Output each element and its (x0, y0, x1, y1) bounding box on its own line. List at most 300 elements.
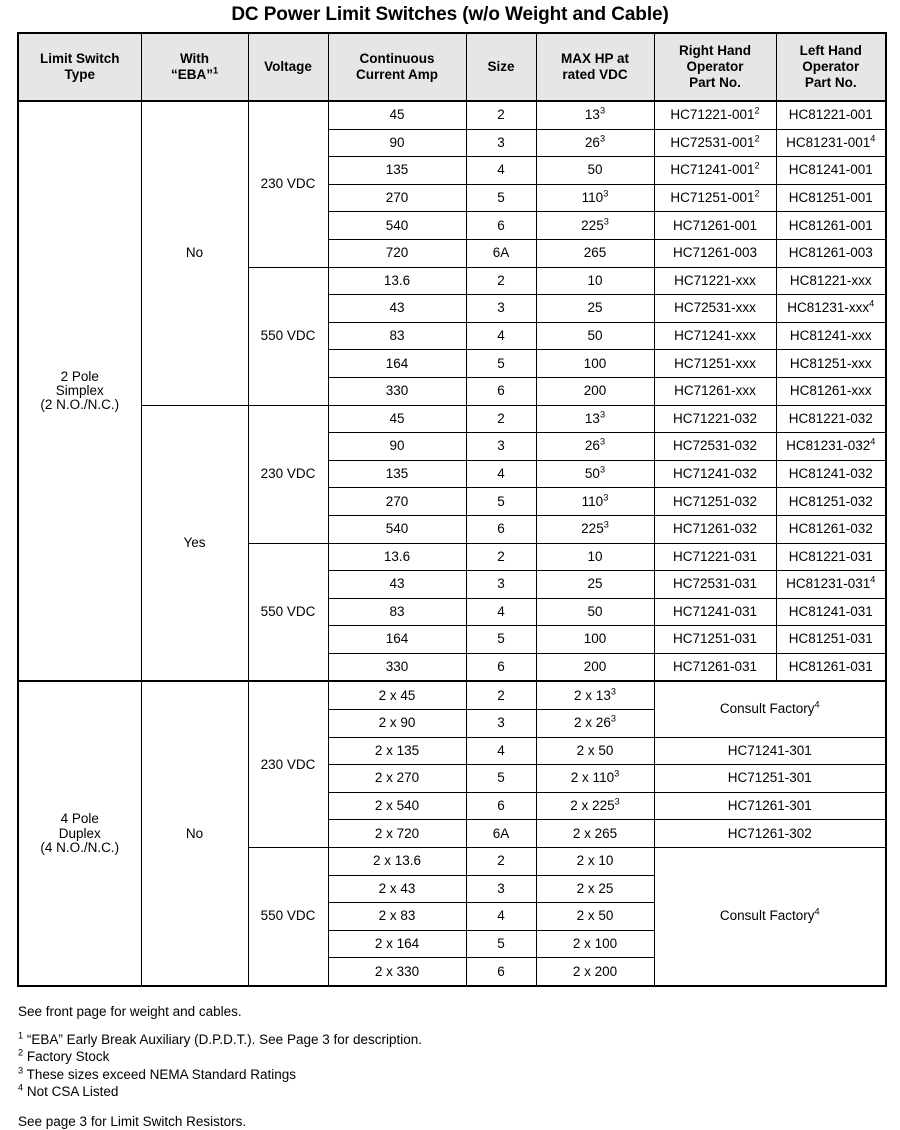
cell-max-hp-superscript: 3 (599, 436, 606, 447)
cell-size-text: 3 (497, 300, 505, 316)
cell-operator-part-no (654, 737, 886, 765)
footnote-4 (18, 1082, 900, 1099)
cell-left-hand-part-no (776, 101, 886, 129)
cell-size-text: 4 (497, 742, 505, 758)
cell-right-hand-part-no (654, 377, 776, 405)
cell-right-hand-part-no (654, 653, 776, 681)
cell-max-hp-text: 26 (584, 134, 600, 150)
cell-max-hp (536, 460, 654, 488)
cell-right-hand-part-no (654, 543, 776, 571)
cell-limit-switch-type (18, 681, 141, 986)
cell-continuous-current-amp-text: 2 x 540 (374, 798, 420, 814)
cell-max-hp (536, 848, 654, 876)
cell-max-hp (536, 820, 654, 848)
cell-right-hand-part-no-text: HC71261-xxx (674, 383, 756, 399)
cell-right-hand-part-no (654, 184, 776, 212)
cell-continuous-current-amp-text: 43 (389, 576, 405, 592)
cell-right-hand-part-no (654, 157, 776, 185)
cell-size (466, 184, 536, 212)
cell-right-hand-part-no (654, 267, 776, 295)
cell-max-hp (536, 433, 654, 461)
cell-continuous-current-amp (328, 653, 466, 681)
footnote-text-1: “EBA” Early Break Auxiliary (D.P.D.T.). See Page 3 for description. (23, 1031, 423, 1047)
footnote-3 (18, 1065, 900, 1082)
cell-operator-part-no-text: HC71251-301 (727, 770, 812, 786)
cell-continuous-current-amp (328, 239, 466, 267)
cell-right-hand-part-no (654, 515, 776, 543)
cell-left-hand-part-no (776, 295, 886, 323)
footnote-list (18, 1030, 900, 1099)
cell-max-hp (536, 101, 654, 129)
col-header-with-eba-line1: With (179, 51, 210, 67)
cell-right-hand-part-no (654, 433, 776, 461)
cell-max-hp-superscript: 3 (610, 713, 616, 724)
cell-max-hp-text: 2 x 10 (576, 853, 614, 869)
cell-size-text: 3 (497, 880, 505, 896)
cell-max-hp (536, 267, 654, 295)
cell-left-hand-part-no (776, 571, 886, 599)
table-header-row (18, 33, 886, 101)
cell-right-hand-part-no-text: HC72531-031 (672, 576, 758, 592)
col-header-right-hand-line3: Part No. (689, 74, 741, 90)
cell-size-text: 3 (497, 134, 505, 150)
cell-size (466, 377, 536, 405)
cell-max-hp-text: 2 x 26 (574, 715, 611, 731)
col-header-with-eba (141, 33, 248, 101)
cell-right-hand-part-no (654, 571, 776, 599)
cell-max-hp (536, 350, 654, 378)
cell-continuous-current-amp-text: 330 (385, 659, 409, 675)
cell-size (466, 820, 536, 848)
cell-voltage-text: 230 VDC (260, 176, 316, 192)
cell-size-text: 4 (497, 162, 505, 178)
cell-right-hand-part-no (654, 488, 776, 516)
cell-continuous-current-amp (328, 598, 466, 626)
cell-right-hand-part-no-superscript: 2 (754, 160, 760, 171)
cell-max-hp (536, 322, 654, 350)
cell-left-hand-part-no-text: HC81251-001 (788, 189, 873, 205)
cell-size (466, 157, 536, 185)
cell-max-hp-text: 225 (581, 521, 604, 537)
cell-left-hand-part-no-superscript: 4 (869, 298, 875, 309)
cell-max-hp (536, 515, 654, 543)
cell-continuous-current-amp-text: 2 x 83 (378, 908, 416, 924)
cell-right-hand-part-no-text: HC71221-032 (672, 410, 758, 426)
cell-operator-part-no (654, 820, 886, 848)
cell-right-hand-part-no-text: HC71261-032 (672, 521, 758, 537)
cell-right-hand-part-no (654, 405, 776, 433)
cell-max-hp-text: 110 (581, 189, 604, 205)
cell-max-hp-text: 200 (583, 659, 607, 675)
cell-max-hp (536, 792, 654, 820)
cell-max-hp-text: 265 (583, 245, 607, 261)
cell-consult-factory-text: Consult Factory (719, 908, 815, 924)
cell-left-hand-part-no-text: HC81221-xxx (789, 272, 872, 288)
cell-right-hand-part-no-superscript: 2 (754, 188, 760, 199)
cell-left-hand-part-no (776, 433, 886, 461)
cell-left-hand-part-no-text: HC81241-032 (788, 465, 873, 481)
cell-left-hand-part-no-text: HC81261-003 (788, 245, 873, 261)
cell-size (466, 322, 536, 350)
cell-size (466, 792, 536, 820)
cell-right-hand-part-no (654, 460, 776, 488)
footnote-marker-4: 4 (18, 1082, 24, 1093)
cell-max-hp (536, 377, 654, 405)
col-header-continuous-current-amp (328, 33, 466, 101)
cell-size-text: 5 (497, 189, 505, 205)
col-header-size: Size (466, 33, 536, 101)
cell-size-text: 6 (497, 798, 505, 814)
cell-size-text: 3 (497, 715, 505, 731)
col-header-continuous-current-line2: Current Amp (355, 67, 438, 82)
note-tail: See page 3 for Limit Switch Resistors. (18, 1113, 247, 1129)
cell-left-hand-part-no (776, 460, 886, 488)
cell-with-eba-text: No (185, 245, 204, 261)
cell-operator-part-no (654, 765, 886, 793)
cell-max-hp-text: 2 x 50 (576, 908, 614, 924)
cell-continuous-current-amp-text: 13.6 (383, 548, 411, 564)
cell-size-text: 6A (492, 245, 510, 261)
cell-size-text: 5 (497, 493, 505, 509)
cell-voltage-text: 230 VDC (260, 756, 316, 772)
cell-consult-factory (654, 848, 886, 986)
cell-continuous-current-amp (328, 460, 466, 488)
cell-continuous-current-amp (328, 848, 466, 876)
cell-left-hand-part-no (776, 267, 886, 295)
note-lead: See front page for weight and cables. (18, 1004, 242, 1019)
cell-size (466, 903, 536, 931)
cell-max-hp (536, 903, 654, 931)
cell-size (466, 571, 536, 599)
cell-consult-factory-text: Consult Factory (719, 701, 815, 717)
cell-size (466, 515, 536, 543)
cell-size (466, 488, 536, 516)
cell-size-text: 5 (497, 936, 505, 952)
cell-continuous-current-amp-text: 2 x 135 (374, 742, 420, 758)
cell-size (466, 765, 536, 793)
cell-right-hand-part-no-text: HC72531-032 (672, 438, 758, 454)
cell-voltage-text: 230 VDC (260, 465, 316, 481)
cell-left-hand-part-no-text: HC81231-032 (786, 438, 871, 454)
col-header-max-hp-line1: MAX HP at (560, 51, 629, 67)
cell-with-eba (141, 681, 248, 986)
cell-right-hand-part-no (654, 322, 776, 350)
cell-continuous-current-amp (328, 765, 466, 793)
cell-right-hand-part-no-text: HC71241-001 (670, 162, 755, 178)
footnote-2 (18, 1047, 900, 1064)
cell-max-hp-text: 10 (587, 548, 603, 564)
cell-size-text: 4 (497, 465, 505, 481)
cell-left-hand-part-no (776, 515, 886, 543)
cell-continuous-current-amp (328, 875, 466, 903)
cell-right-hand-part-no-text: HC72531-001 (670, 134, 755, 150)
cell-right-hand-part-no-text: HC71241-031 (672, 603, 758, 619)
cell-continuous-current-amp-text: 164 (385, 631, 409, 647)
footnote-text-4: Not CSA Listed (23, 1084, 119, 1099)
dc-power-limit-switches-table (17, 32, 887, 987)
cell-limit-switch-type-line1: 2 Pole (60, 368, 99, 384)
cell-operator-part-no-text: HC71261-301 (727, 798, 812, 814)
cell-left-hand-part-no-text: HC81231-001 (786, 134, 871, 150)
cell-max-hp-text: 50 (584, 465, 600, 481)
cell-max-hp (536, 571, 654, 599)
cell-right-hand-part-no-text: HC71261-001 (672, 217, 758, 233)
cell-max-hp-superscript: 3 (610, 686, 616, 697)
cell-continuous-current-amp-text: 540 (385, 217, 409, 233)
cell-max-hp-text: 13 (584, 410, 600, 426)
cell-continuous-current-amp-text: 2 x 45 (378, 687, 416, 703)
cell-left-hand-part-no-text: HC81241-xxx (789, 327, 872, 343)
cell-right-hand-part-no-text: HC71241-xxx (674, 327, 756, 343)
cell-max-hp-text: 100 (583, 631, 607, 647)
footnote-1 (18, 1030, 900, 1047)
cell-max-hp-superscript: 3 (603, 492, 609, 503)
cell-left-hand-part-no-superscript: 4 (870, 436, 876, 447)
table-row (18, 101, 886, 129)
cell-size (466, 626, 536, 654)
cell-left-hand-part-no-superscript: 4 (870, 574, 876, 585)
cell-left-hand-part-no-text: HC81241-001 (788, 162, 873, 178)
cell-size (466, 958, 536, 986)
cell-size (466, 405, 536, 433)
col-header-continuous-current-line1: Continuous (359, 51, 435, 67)
cell-left-hand-part-no (776, 212, 886, 240)
footnote-text-2: Factory Stock (23, 1049, 110, 1064)
cell-continuous-current-amp (328, 903, 466, 931)
col-header-limit-switch-type-line2: Type (64, 67, 95, 82)
cell-left-hand-part-no-text: HC81261-032 (788, 521, 873, 537)
cell-size (466, 737, 536, 765)
cell-right-hand-part-no (654, 626, 776, 654)
cell-max-hp-text: 2 x 110 (570, 770, 615, 786)
cell-continuous-current-amp-text: 90 (389, 134, 405, 150)
cell-left-hand-part-no (776, 350, 886, 378)
cell-right-hand-part-no (654, 239, 776, 267)
cell-left-hand-part-no-text: HC81221-032 (788, 410, 873, 426)
cell-max-hp-text: 50 (587, 162, 603, 178)
cell-continuous-current-amp (328, 377, 466, 405)
footnotes-block (18, 1005, 900, 1128)
cell-right-hand-part-no (654, 295, 776, 323)
cell-left-hand-part-no-text: HC81231-xxx (787, 300, 870, 316)
cell-max-hp (536, 875, 654, 903)
cell-max-hp (536, 212, 654, 240)
cell-consult-factory (654, 681, 886, 737)
col-header-right-hand-line2: Operator (686, 59, 744, 75)
cell-size (466, 681, 536, 709)
cell-right-hand-part-no-text: HC72531-xxx (674, 300, 756, 316)
cell-max-hp-text: 10 (587, 272, 603, 288)
table-row (18, 681, 886, 709)
cell-size (466, 350, 536, 378)
table-body (18, 101, 886, 986)
cell-size (466, 433, 536, 461)
cell-size (466, 129, 536, 157)
cell-right-hand-part-no-text: HC71251-031 (672, 631, 758, 647)
footnote-marker-2: 2 (18, 1047, 24, 1058)
cell-left-hand-part-no-text: HC81221-001 (788, 107, 873, 123)
cell-size (466, 930, 536, 958)
cell-voltage-text: 550 VDC (260, 603, 316, 619)
cell-right-hand-part-no-text: HC71241-032 (672, 465, 758, 481)
cell-voltage (248, 405, 328, 543)
cell-continuous-current-amp-text: 164 (385, 355, 409, 371)
cell-size (466, 267, 536, 295)
cell-continuous-current-amp (328, 515, 466, 543)
cell-limit-switch-type-line3: (4 N.O./N.C.) (40, 839, 120, 855)
cell-continuous-current-amp (328, 626, 466, 654)
cell-continuous-current-amp-text: 2 x 330 (374, 963, 420, 979)
cell-size-text: 6 (497, 963, 505, 979)
col-header-with-eba-superscript: 1 (212, 65, 219, 76)
cell-continuous-current-amp-text: 135 (385, 465, 409, 481)
cell-voltage (248, 101, 328, 267)
cell-limit-switch-type-line2: Duplex (58, 825, 101, 841)
cell-right-hand-part-no (654, 101, 776, 129)
cell-max-hp (536, 930, 654, 958)
col-header-voltage: Voltage (248, 33, 328, 101)
cell-right-hand-part-no (654, 350, 776, 378)
cell-max-hp-superscript: 3 (614, 768, 620, 779)
cell-left-hand-part-no-text: HC81261-001 (788, 217, 873, 233)
cell-size (466, 239, 536, 267)
cell-max-hp (536, 765, 654, 793)
cell-max-hp-text: 2 x 100 (572, 936, 618, 952)
cell-right-hand-part-no-text: HC71251-001 (670, 189, 755, 205)
cell-max-hp (536, 598, 654, 626)
cell-right-hand-part-no-text: HC71251-xxx (674, 355, 756, 371)
cell-continuous-current-amp (328, 737, 466, 765)
cell-right-hand-part-no-text: HC71221-031 (672, 548, 758, 564)
cell-size-text: 5 (497, 355, 505, 371)
cell-size (466, 710, 536, 738)
cell-voltage (248, 543, 328, 681)
col-header-limit-switch-type-line1: Limit Switch (39, 51, 120, 67)
cell-size-text: 2 (497, 687, 505, 703)
cell-voltage-text: 550 VDC (260, 327, 316, 343)
cell-left-hand-part-no (776, 598, 886, 626)
col-header-left-hand-line2: Operator (802, 59, 860, 75)
cell-continuous-current-amp (328, 792, 466, 820)
cell-size (466, 848, 536, 876)
cell-left-hand-part-no (776, 157, 886, 185)
cell-continuous-current-amp-text: 330 (385, 383, 409, 399)
cell-with-eba-text: Yes (183, 534, 206, 550)
cell-left-hand-part-no (776, 543, 886, 571)
cell-size-text: 2 (497, 107, 505, 123)
cell-continuous-current-amp-text: 540 (385, 521, 409, 537)
cell-voltage-text: 550 VDC (260, 908, 316, 924)
cell-left-hand-part-no-text: HC81241-031 (788, 603, 873, 619)
cell-size-text: 2 (497, 272, 505, 288)
cell-continuous-current-amp (328, 488, 466, 516)
cell-max-hp-text: 2 x 265 (572, 825, 618, 841)
cell-max-hp (536, 239, 654, 267)
cell-continuous-current-amp (328, 433, 466, 461)
cell-size-text: 4 (497, 327, 505, 343)
cell-max-hp-text: 2 x 25 (576, 880, 614, 896)
cell-max-hp-text: 50 (587, 603, 603, 619)
cell-left-hand-part-no-text: HC81261-031 (788, 659, 873, 675)
cell-operator-part-no (654, 792, 886, 820)
cell-continuous-current-amp (328, 101, 466, 129)
cell-continuous-current-amp-text: 2 x 90 (378, 715, 416, 731)
cell-left-hand-part-no-text: HC81251-032 (788, 493, 873, 509)
cell-max-hp-text: 2 x 13 (574, 687, 611, 703)
cell-left-hand-part-no (776, 184, 886, 212)
cell-continuous-current-amp-text: 135 (385, 162, 409, 178)
cell-continuous-current-amp-text: 720 (385, 245, 409, 261)
cell-left-hand-part-no (776, 322, 886, 350)
cell-voltage (248, 267, 328, 405)
cell-max-hp (536, 653, 654, 681)
cell-continuous-current-amp (328, 267, 466, 295)
cell-size-text: 2 (497, 548, 505, 564)
cell-max-hp-text: 2 x 200 (572, 963, 618, 979)
cell-continuous-current-amp (328, 157, 466, 185)
cell-max-hp-superscript: 3 (599, 409, 606, 420)
cell-right-hand-part-no-text: HC71261-003 (672, 245, 758, 261)
cell-continuous-current-amp-text: 2 x 164 (374, 936, 420, 952)
cell-continuous-current-amp (328, 350, 466, 378)
cell-size-text: 2 (497, 853, 505, 869)
cell-size-text: 3 (497, 576, 505, 592)
col-header-right-hand-line1: Right Hand (679, 43, 751, 59)
cell-right-hand-part-no (654, 212, 776, 240)
cell-continuous-current-amp (328, 322, 466, 350)
cell-max-hp (536, 405, 654, 433)
cell-continuous-current-amp-text: 90 (389, 438, 405, 454)
cell-right-hand-part-no (654, 598, 776, 626)
cell-limit-switch-type-line1: 4 Pole (60, 811, 99, 827)
cell-continuous-current-amp-text: 83 (389, 327, 405, 343)
cell-max-hp (536, 626, 654, 654)
cell-max-hp-superscript: 3 (603, 519, 609, 530)
cell-max-hp (536, 710, 654, 738)
cell-limit-switch-type (18, 101, 141, 681)
cell-voltage (248, 681, 328, 847)
cell-left-hand-part-no-text: HC81251-031 (788, 631, 873, 647)
col-header-left-hand-part-no (776, 33, 886, 101)
cell-size-text: 5 (497, 631, 505, 647)
cell-left-hand-part-no (776, 653, 886, 681)
col-header-left-hand-line1: Left Hand (799, 43, 862, 59)
table-row (18, 405, 886, 433)
cell-size (466, 101, 536, 129)
cell-continuous-current-amp-text: 270 (385, 189, 409, 205)
cell-max-hp-superscript: 3 (614, 796, 620, 807)
cell-right-hand-part-no (654, 129, 776, 157)
cell-left-hand-part-no (776, 129, 886, 157)
cell-operator-part-no-text: HC71261-302 (727, 825, 812, 841)
cell-size-text: 3 (497, 438, 505, 454)
cell-continuous-current-amp (328, 958, 466, 986)
col-header-max-hp-line2: rated VDC (562, 67, 628, 82)
cell-continuous-current-amp (328, 681, 466, 709)
cell-consult-factory-superscript: 4 (814, 906, 820, 917)
cell-size-text: 4 (497, 603, 505, 619)
cell-continuous-current-amp-text: 45 (389, 410, 405, 426)
footnote-marker-1: 1 (18, 1030, 24, 1040)
cell-right-hand-part-no-text: HC71221-xxx (674, 272, 756, 288)
cell-max-hp (536, 157, 654, 185)
cell-continuous-current-amp (328, 820, 466, 848)
cell-operator-part-no-text: HC71241-301 (727, 742, 812, 758)
cell-right-hand-part-no-text: HC71261-031 (672, 659, 758, 675)
cell-max-hp (536, 958, 654, 986)
cell-max-hp-superscript: 3 (599, 105, 606, 116)
cell-size (466, 460, 536, 488)
